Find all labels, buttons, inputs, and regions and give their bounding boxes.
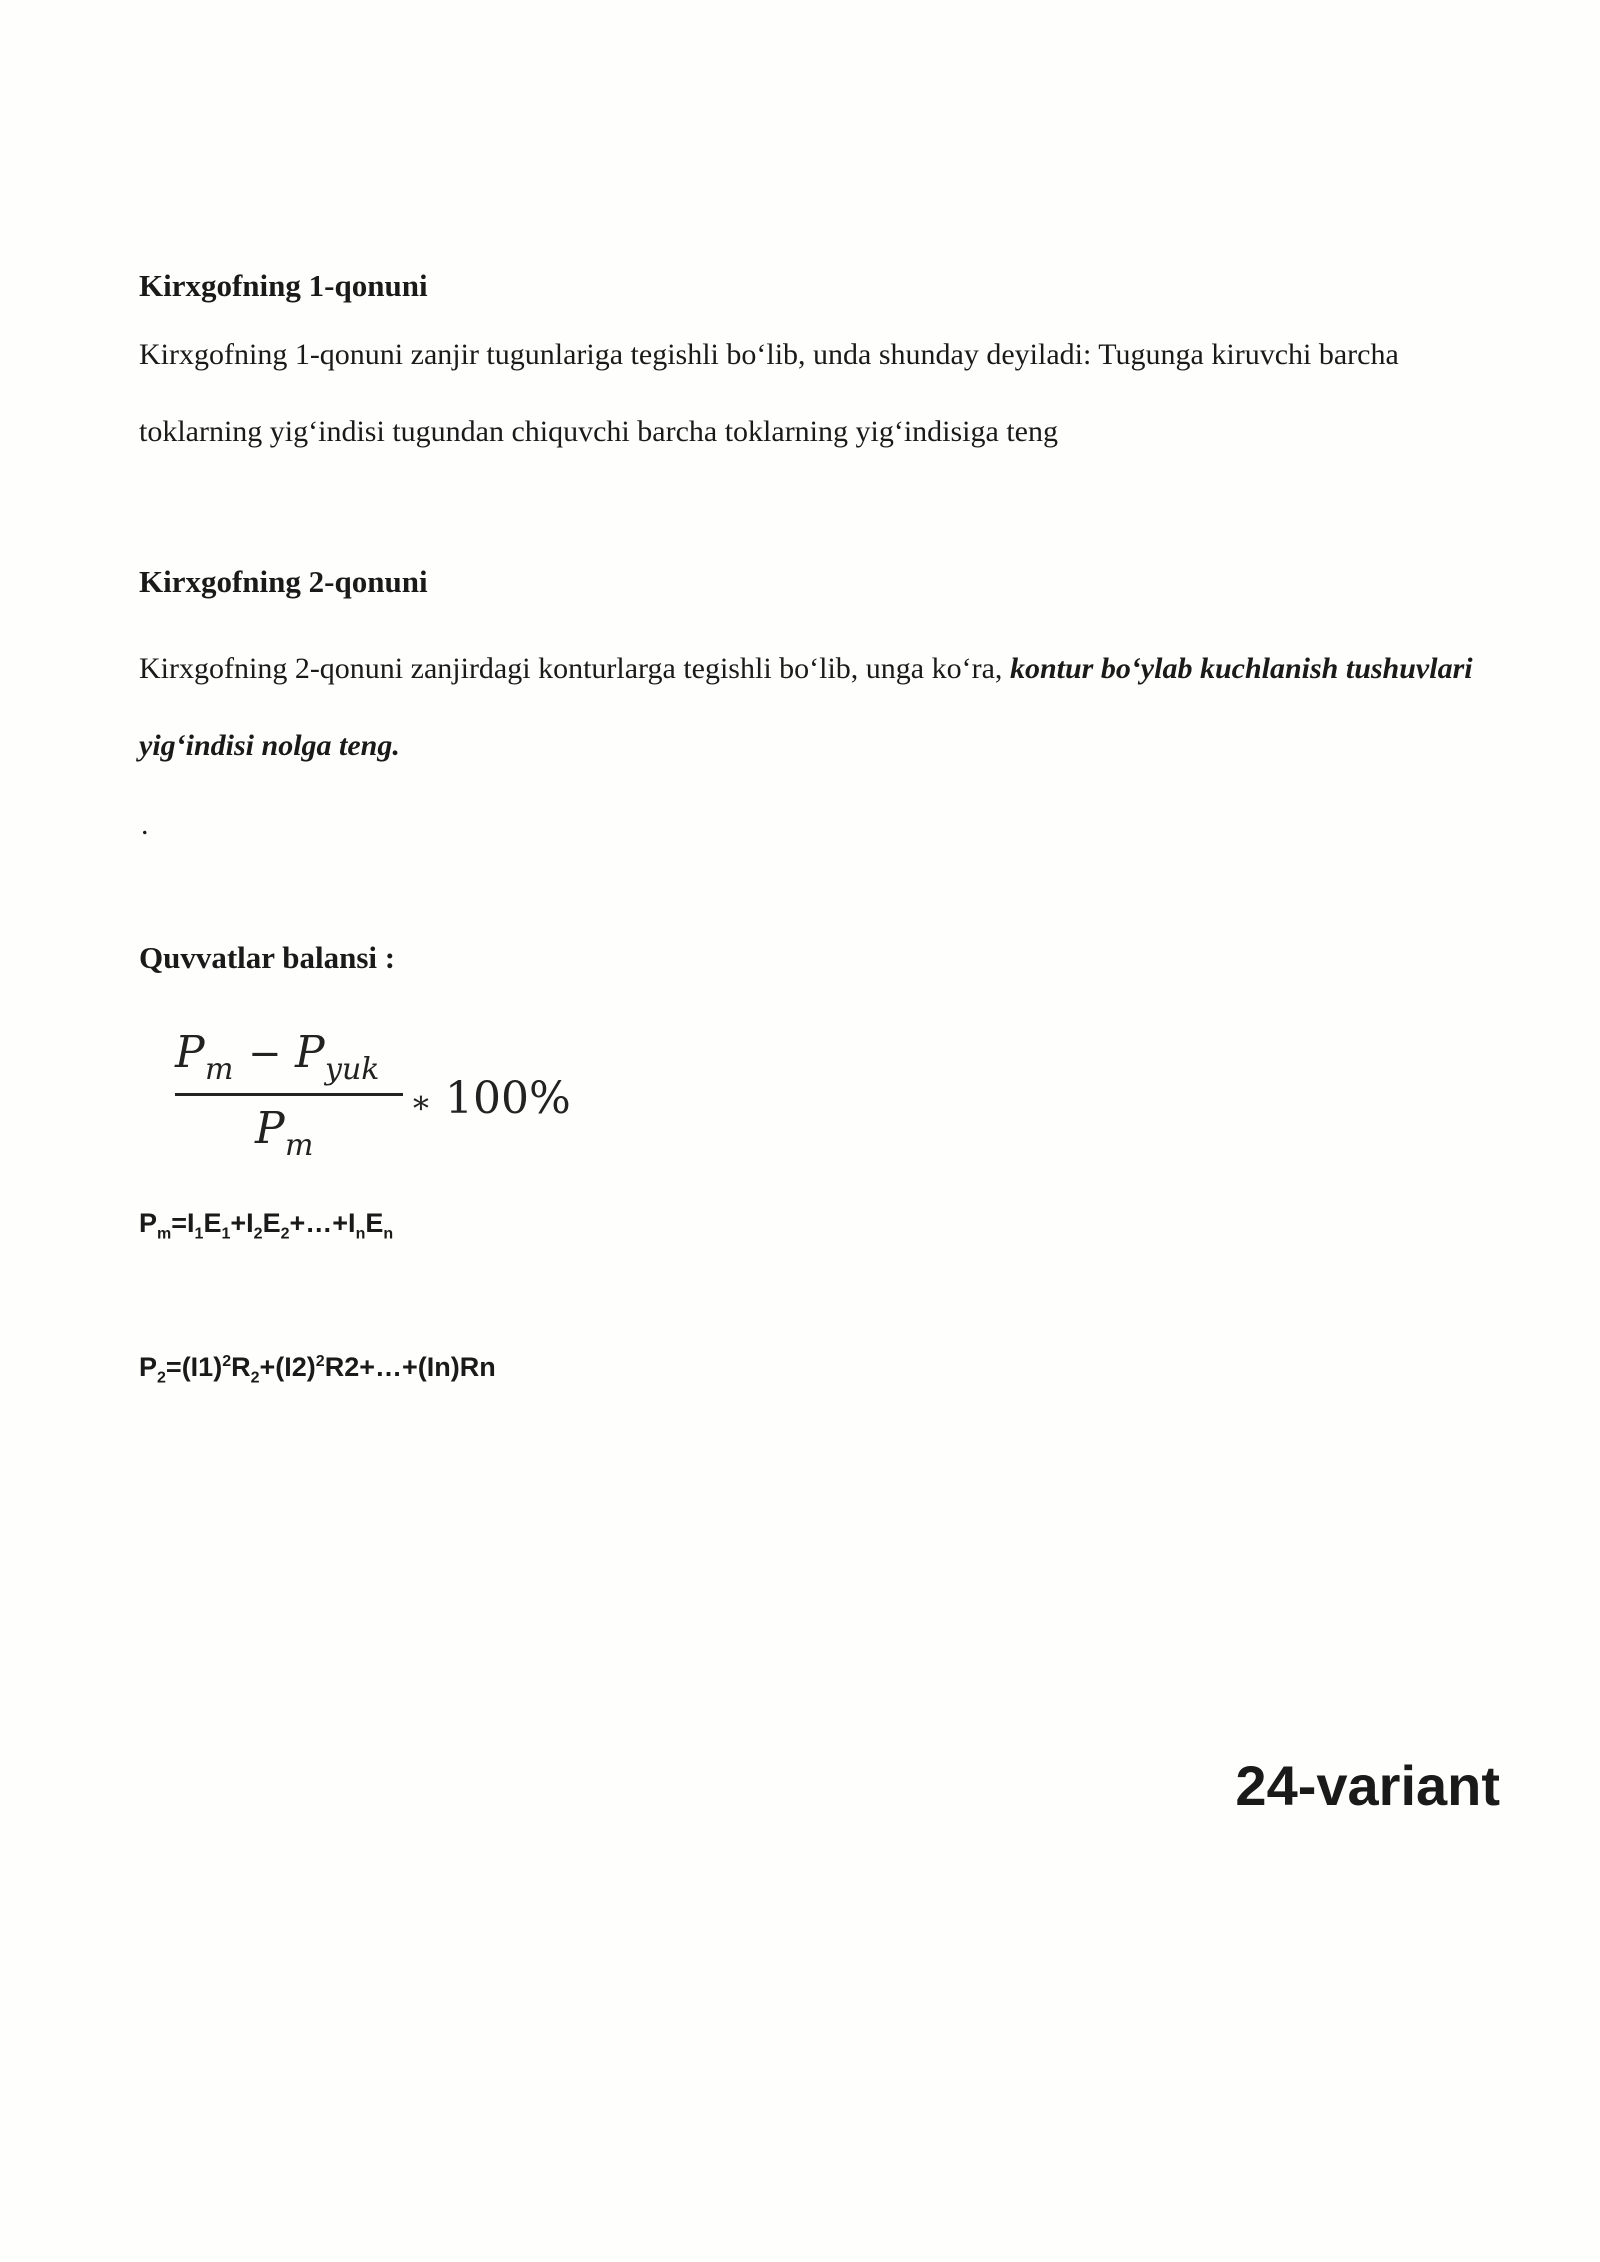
paragraph-kirchhoff-2-emphasis: kontur bo‘ylab kuchlanish tushuvlari yig‘indisi nolga teng.: [139, 652, 1473, 762]
eq1-plus-ellipsis: +…+: [289, 1208, 349, 1238]
formula-num-b-sub: yuk: [325, 1052, 380, 1087]
eq2-r: R: [231, 1352, 251, 1382]
eq2-part-1: =(I1): [165, 1352, 223, 1382]
eq1-e2-sub: 2: [280, 1225, 290, 1243]
eq2-p: P: [139, 1352, 158, 1382]
formula-times: ∗: [410, 1083, 432, 1121]
eq1-i1-sub: 1: [194, 1225, 204, 1243]
eq1-in-sub: n: [355, 1225, 366, 1243]
eq1-equals: =: [171, 1208, 188, 1238]
eq2-sup-1: 2: [222, 1353, 232, 1370]
formula-den: P: [255, 1103, 285, 1154]
formula-num-b: P: [295, 1027, 325, 1078]
eq1-en: E: [365, 1208, 384, 1238]
eq1-p: P: [139, 1208, 158, 1238]
formula-num-a-sub: m: [205, 1052, 234, 1087]
eq2-sup-2: 2: [315, 1353, 325, 1370]
eq1-en-sub: n: [383, 1225, 394, 1243]
eq1-in: I: [348, 1208, 356, 1238]
paragraph-kirchhoff-2: [139, 630, 1499, 784]
heading-kirchhoff-2: Kirxgofning 2-qonuni: [139, 564, 428, 599]
eq1-e2: E: [262, 1208, 281, 1238]
heading-kirchhoff-1: Kirxgofning 1-qonuni: [139, 268, 428, 303]
eq1-e1: E: [203, 1208, 222, 1238]
eq2-p-sub: 2: [157, 1369, 166, 1387]
formula-num-a: P: [175, 1027, 205, 1078]
eq1-e1-sub: 1: [221, 1225, 231, 1243]
variant-label: 24-variant: [1235, 1754, 1500, 1817]
equation-pm: [139, 1208, 393, 1243]
stray-dot: .: [141, 808, 149, 841]
eq2-part-2: +(I2): [259, 1352, 316, 1382]
formula-percent: 100%: [445, 1073, 571, 1124]
paragraph-kirchhoff-1: Kirxgofning 1-qonuni zanjir tugunlariga tegishli bo‘lib, unda shunday deyiladi: Tugunga kiruvchi barcha toklarning yig‘indisi tugundan chiquvchi barcha toklarning yig‘indisiga teng: [139, 338, 1399, 448]
eq1-i2: I: [246, 1208, 254, 1238]
paragraph-kirchhoff-2-plain: Kirxgofning 2-qonuni zanjirdagi konturlarga tegishli bo‘lib, unga ko‘ra,: [139, 652, 1010, 685]
eq1-plus-1: +: [230, 1208, 247, 1238]
formula-minus: −: [248, 1031, 282, 1077]
eq1-p-sub: m: [157, 1225, 172, 1243]
equation-p2: [139, 1352, 496, 1387]
heading-power-balance: Quvvatlar balansi :: [139, 940, 396, 975]
formula-fraction-bar: [175, 1093, 403, 1096]
eq2-part-3: R2+…+(In)Rn: [324, 1352, 496, 1382]
formula-den-sub: m: [285, 1128, 314, 1163]
eq1-i2-sub: 2: [253, 1225, 263, 1243]
eq1-i1: I: [187, 1208, 195, 1238]
eq2-r-sub: 2: [250, 1369, 260, 1387]
power-balance-formula: [170, 1025, 590, 1165]
